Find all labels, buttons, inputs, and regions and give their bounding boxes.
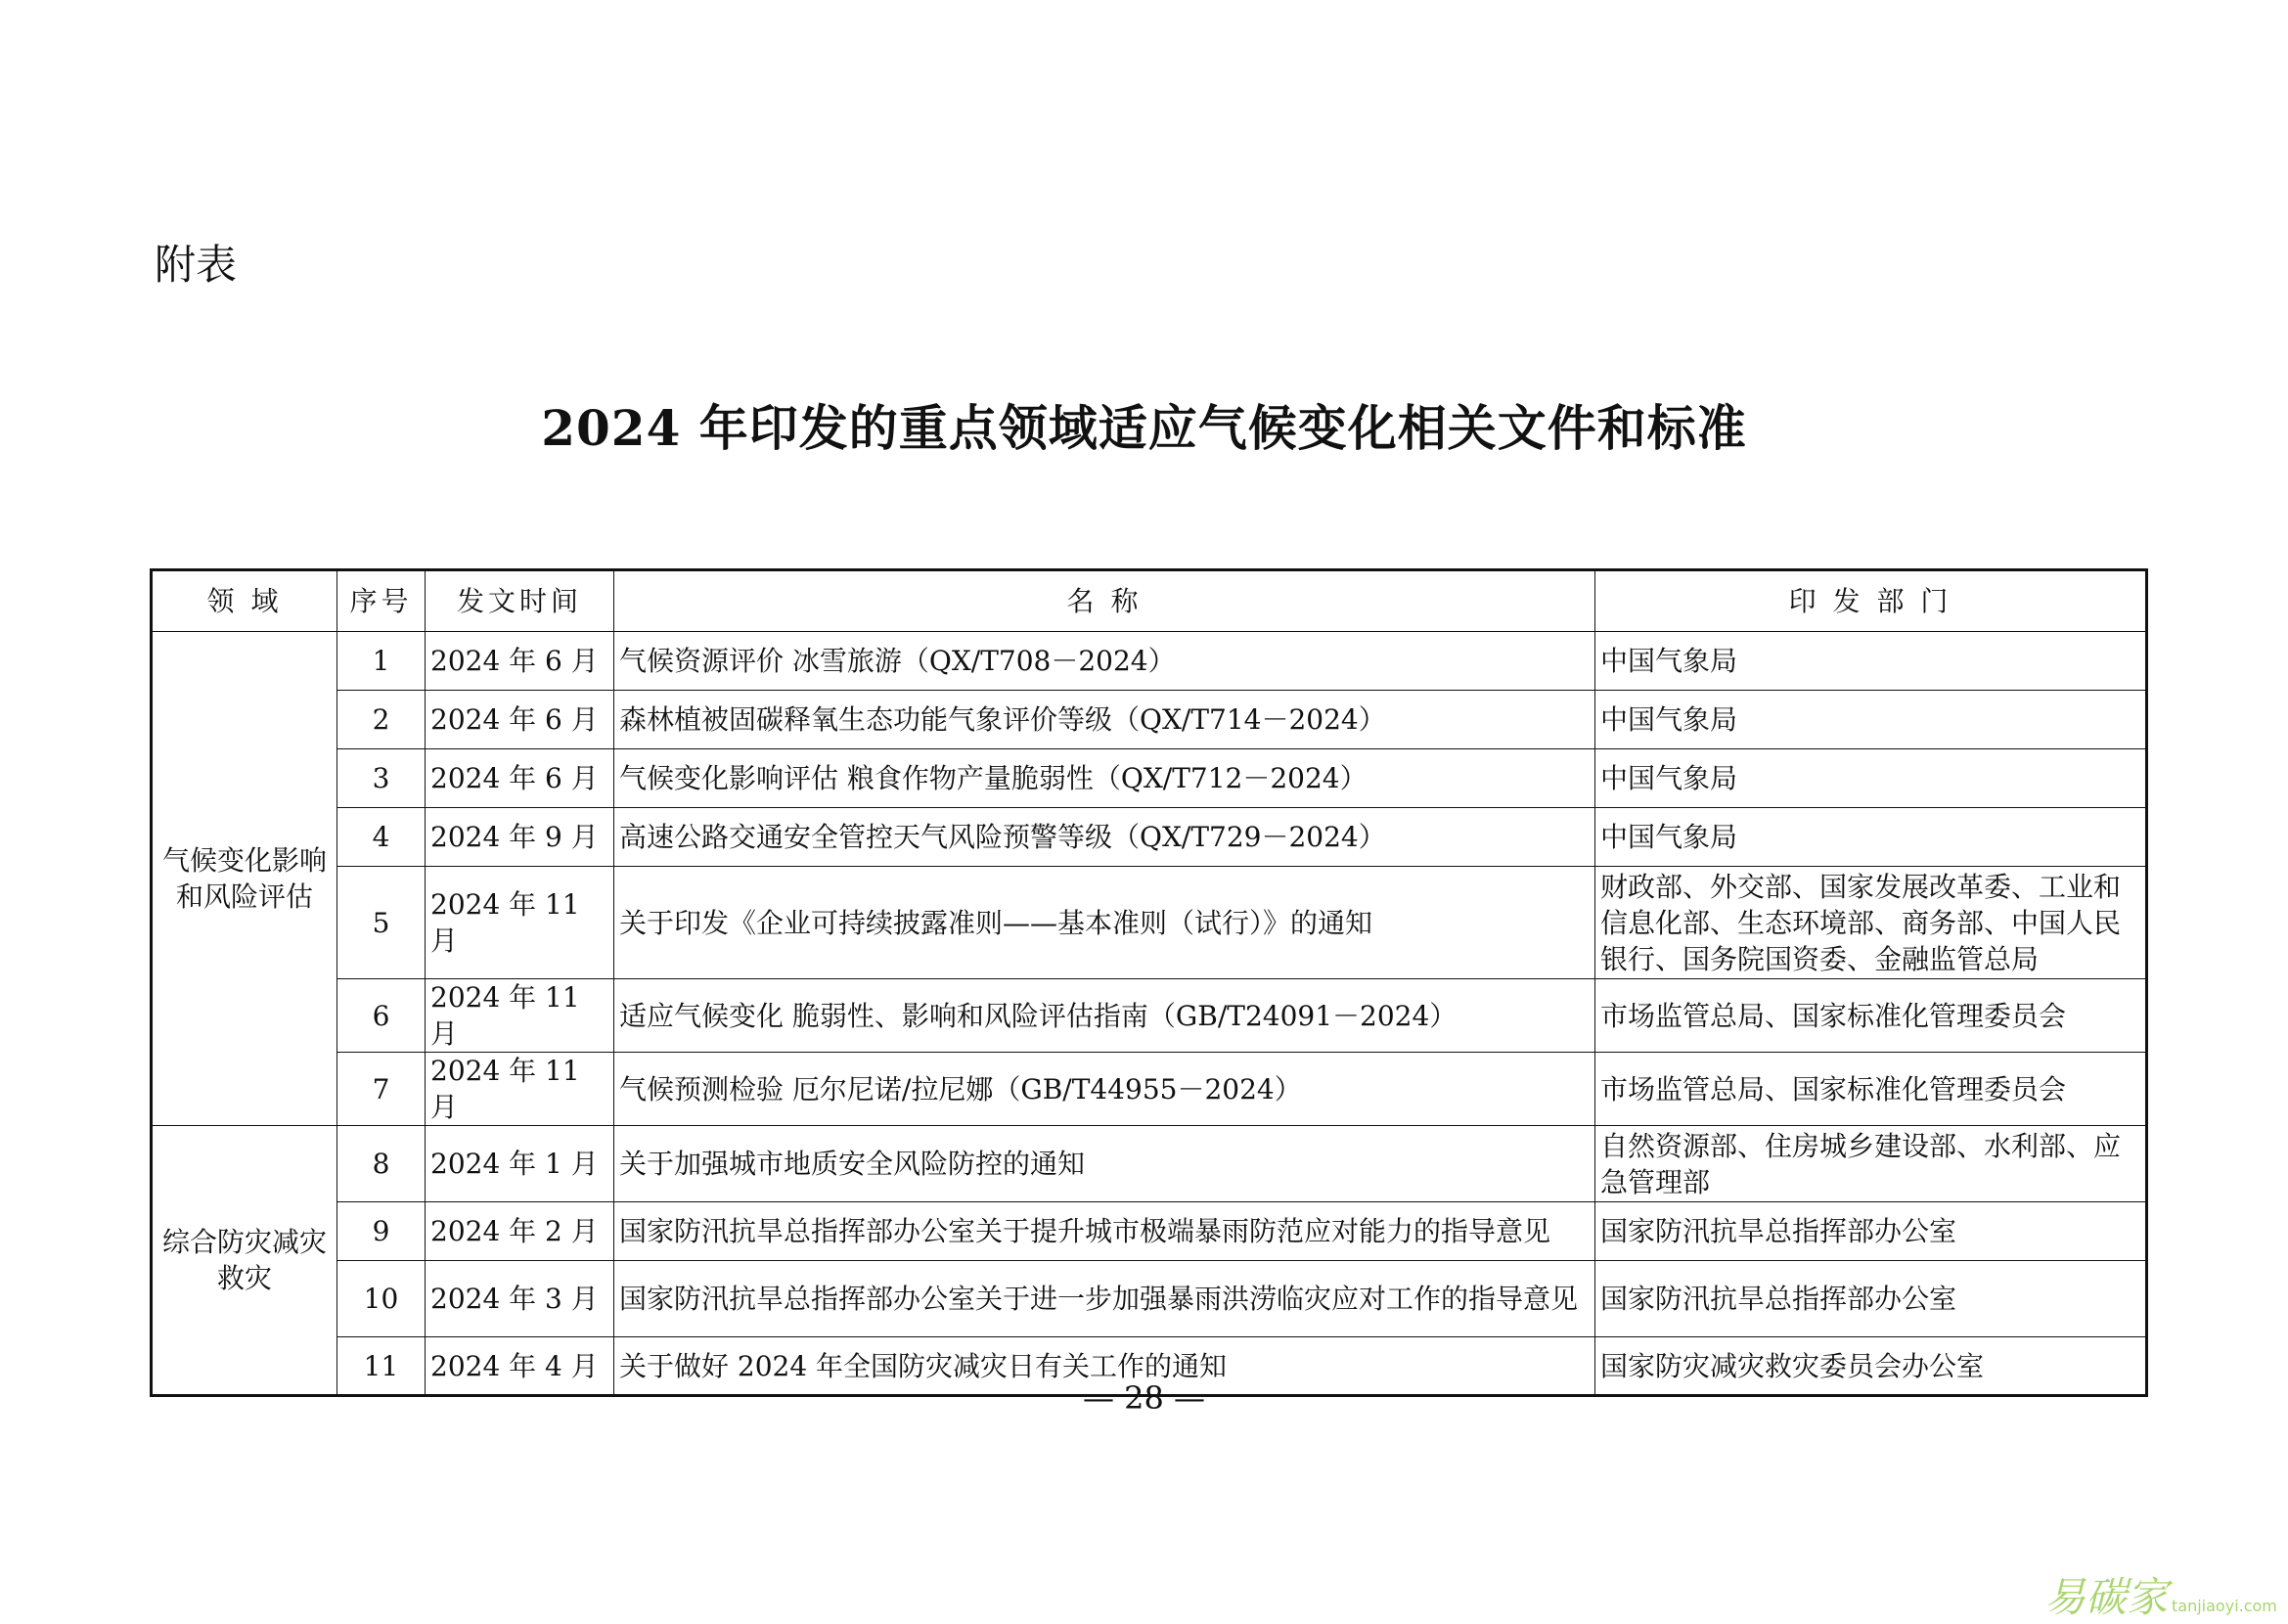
row-date: 2024 年 11 月: [426, 1053, 614, 1126]
row-dept: 中国气象局: [1595, 632, 2147, 691]
row-no: 2: [337, 691, 426, 749]
row-date: 2024 年 6 月: [426, 749, 614, 808]
row-no: 8: [337, 1126, 426, 1202]
table-row: [152, 691, 2147, 749]
row-date: 2024 年 9 月: [426, 808, 614, 867]
row-dept: 市场监管总局、国家标准化管理委员会: [1595, 1053, 2147, 1126]
table-row: [152, 1261, 2147, 1337]
header-dept: 印 发 部 门: [1595, 570, 2147, 632]
table-header-row: [152, 570, 2147, 632]
row-name: 国家防汛抗旱总指挥部办公室关于提升城市极端暴雨防范应对能力的指导意见: [614, 1202, 1595, 1261]
row-name: 关于加强城市地质安全风险防控的通知: [614, 1126, 1595, 1202]
row-name: 适应气候变化 脆弱性、影响和风险评估指南（GB/T24091－2024）: [614, 979, 1595, 1053]
row-dept: 中国气象局: [1595, 808, 2147, 867]
header-no: 序号: [337, 570, 426, 632]
header-domain: 领 域: [152, 570, 337, 632]
table-row: [152, 1126, 2147, 1202]
watermark-logo: [2044, 1565, 2277, 1624]
row-date: 2024 年 2 月: [426, 1202, 614, 1261]
row-dept: 中国气象局: [1595, 749, 2147, 808]
row-no: 11: [337, 1337, 426, 1396]
header-name: 名 称: [614, 570, 1595, 632]
row-name: 关于做好 2024 年全国防灾减灾日有关工作的通知: [614, 1337, 1595, 1396]
row-date: 2024 年 11 月: [426, 979, 614, 1053]
header-date: 发文时间: [426, 570, 614, 632]
row-date: 2024 年 1 月: [426, 1126, 614, 1202]
table-row: [152, 808, 2147, 867]
page-title: 2024 年印发的重点领域适应气候变化相关文件和标准: [541, 399, 1747, 457]
documents-table: [150, 568, 2148, 1397]
table-row: [152, 867, 2147, 979]
row-name: 高速公路交通安全管控天气风险预警等级（QX/T729－2024）: [614, 808, 1595, 867]
row-dept: 国家防汛抗旱总指挥部办公室: [1595, 1261, 2147, 1337]
row-date: 2024 年 4 月: [426, 1337, 614, 1396]
domain-cell: 气候变化影响和风险评估: [152, 632, 337, 1126]
row-name: 气候预测检验 厄尔尼诺/拉尼娜（GB/T44955－2024）: [614, 1053, 1595, 1126]
row-date: 2024 年 6 月: [426, 691, 614, 749]
row-no: 1: [337, 632, 426, 691]
table-row: [152, 749, 2147, 808]
table-row: [152, 1202, 2147, 1261]
row-name: 森林植被固碳释氧生态功能气象评价等级（QX/T714－2024）: [614, 691, 1595, 749]
appendix-label: 附表: [155, 241, 238, 289]
row-date: 2024 年 3 月: [426, 1261, 614, 1337]
row-name: 气候资源评价 冰雪旅游（QX/T708－2024）: [614, 632, 1595, 691]
row-name: 国家防汛抗旱总指挥部办公室关于进一步加强暴雨洪涝临灾应对工作的指导意见: [614, 1261, 1595, 1337]
row-no: 4: [337, 808, 426, 867]
row-no: 6: [337, 979, 426, 1053]
table-row: [152, 1053, 2147, 1126]
watermark-url: tanjiaoyi.com: [2172, 1597, 2277, 1615]
row-dept: 财政部、外交部、国家发展改革委、工业和信息化部、生态环境部、商务部、中国人民银行、国务院国资委、金融监管总局: [1595, 867, 2147, 979]
row-dept: 国家防汛抗旱总指挥部办公室: [1595, 1202, 2147, 1261]
row-no: 9: [337, 1202, 426, 1261]
row-no: 7: [337, 1053, 426, 1126]
row-date: 2024 年 11 月: [426, 867, 614, 979]
domain-cell: 综合防灾减灾救灾: [152, 1126, 337, 1396]
row-dept: 市场监管总局、国家标准化管理委员会: [1595, 979, 2147, 1053]
watermark-text: 易碳家: [2044, 1573, 2169, 1621]
table-row: [152, 632, 2147, 691]
row-name: 气候变化影响评估 粮食作物产量脆弱性（QX/T712－2024）: [614, 749, 1595, 808]
row-no: 10: [337, 1261, 426, 1337]
page-number: — 28 —: [1082, 1379, 1206, 1417]
row-date: 2024 年 6 月: [426, 632, 614, 691]
row-no: 3: [337, 749, 426, 808]
row-dept: 中国气象局: [1595, 691, 2147, 749]
row-name: 关于印发《企业可持续披露准则——基本准则（试行）》的通知: [614, 867, 1595, 979]
table-row: [152, 979, 2147, 1053]
row-dept: 自然资源部、住房城乡建设部、水利部、应急管理部: [1595, 1126, 2147, 1202]
row-dept: 国家防灾减灾救灾委员会办公室: [1595, 1337, 2147, 1396]
row-no: 5: [337, 867, 426, 979]
